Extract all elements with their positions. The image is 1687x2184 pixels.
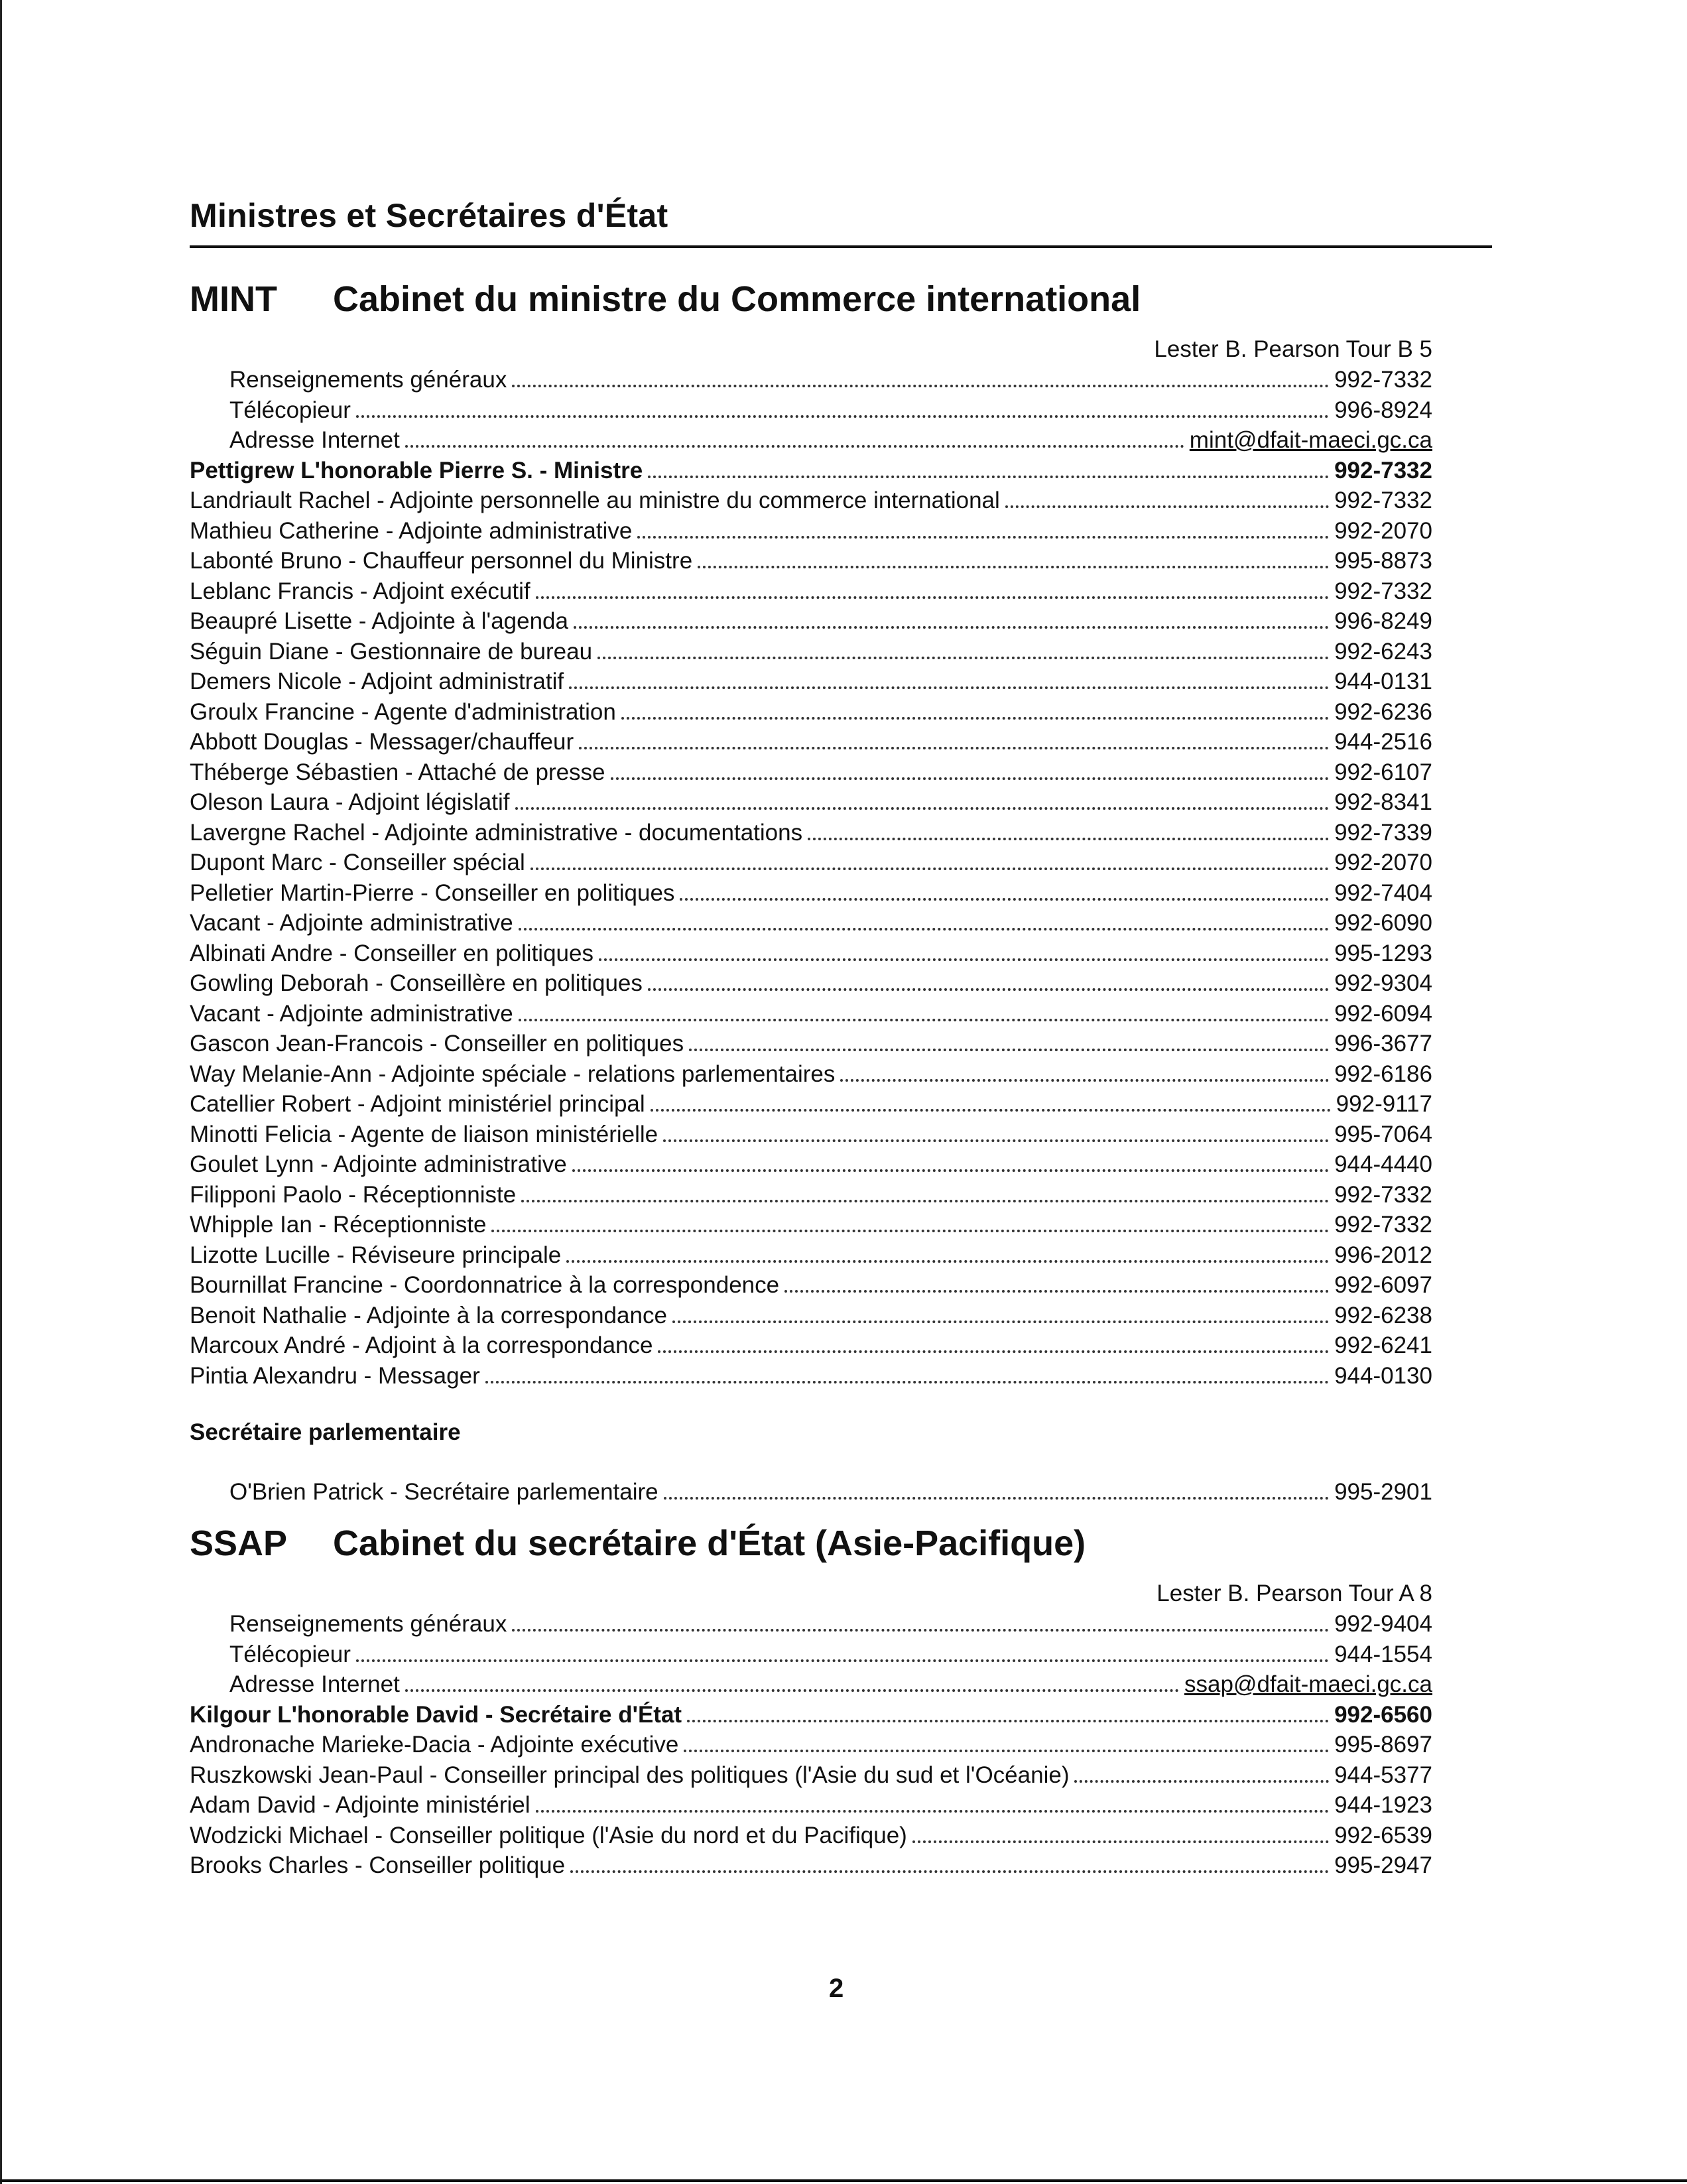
entry-phone: 992-6243 bbox=[1334, 638, 1432, 665]
dot-leader bbox=[698, 547, 1329, 568]
entry-name: Albinati Andre - Conseiller en politiques bbox=[190, 940, 594, 966]
directory-row bbox=[190, 1850, 1432, 1881]
directory-row bbox=[190, 1361, 1432, 1391]
entry-phone: 992-6094 bbox=[1334, 1000, 1432, 1027]
directory-row bbox=[190, 1149, 1432, 1180]
entry-name: Gowling Deborah - Conseillère en politiques bbox=[190, 970, 643, 996]
dot-leader bbox=[651, 1090, 1331, 1112]
ssap-directory-list bbox=[190, 1700, 1432, 1881]
entry-name: Lavergne Rachel - Adjointe administrative - documentations bbox=[190, 819, 803, 846]
entry-phone: 992-6107 bbox=[1334, 759, 1432, 785]
directory-row bbox=[190, 1790, 1432, 1821]
general-info-label: Renseignements généraux bbox=[229, 367, 507, 393]
dot-leader bbox=[599, 940, 1329, 961]
dot-leader bbox=[572, 1151, 1329, 1172]
section-header bbox=[190, 1523, 1432, 1578]
entry-name: Beaupré Lisette - Adjointe à l'agenda bbox=[190, 608, 568, 634]
entry-name: Kilgour L'honorable David - Secrétaire d'État bbox=[190, 1701, 682, 1728]
directory-row bbox=[190, 1760, 1432, 1791]
entry-name: Vacant - Adjointe administrative bbox=[190, 910, 513, 936]
entry-phone: 992-6241 bbox=[1334, 1332, 1432, 1358]
directory-row bbox=[190, 1730, 1432, 1760]
directory-row bbox=[190, 485, 1432, 516]
directory-row bbox=[190, 968, 1432, 999]
entry-phone: 992-7339 bbox=[1334, 819, 1432, 846]
entry-phone: 944-4440 bbox=[1334, 1151, 1432, 1177]
dot-leader bbox=[684, 1731, 1329, 1752]
dot-leader bbox=[687, 1701, 1329, 1722]
entry-name: Groulx Francine - Agente d'administration bbox=[190, 698, 616, 725]
principal-row bbox=[190, 456, 1432, 486]
directory-row bbox=[190, 999, 1432, 1029]
entry-phone: 992-6097 bbox=[1334, 1272, 1432, 1298]
email-row bbox=[190, 1669, 1432, 1700]
dot-leader bbox=[485, 1362, 1329, 1383]
directory-row bbox=[190, 697, 1432, 728]
dot-leader bbox=[521, 1181, 1329, 1202]
dot-leader bbox=[536, 578, 1329, 599]
section-location: Lester B. Pearson Tour B 5 bbox=[1154, 336, 1432, 362]
entry-phone: 992-9117 bbox=[1336, 1091, 1432, 1117]
dot-leader bbox=[574, 608, 1329, 629]
entry-phone: 992-6236 bbox=[1334, 698, 1432, 725]
entry-phone: 995-2901 bbox=[1334, 1479, 1432, 1505]
general-info-row bbox=[190, 365, 1432, 395]
entry-phone: 944-2516 bbox=[1334, 729, 1432, 755]
entry-phone: 995-8873 bbox=[1334, 548, 1432, 574]
entry-phone: 992-9304 bbox=[1334, 970, 1432, 996]
dot-leader bbox=[569, 668, 1329, 689]
dot-leader bbox=[356, 397, 1329, 418]
fax-number: 996-8924 bbox=[1334, 397, 1432, 423]
entry-name: Wodzicki Michael - Conseiller politique (l'Asie du nord et du Pacifique) bbox=[190, 1822, 907, 1848]
dot-leader bbox=[519, 1000, 1329, 1021]
directory-row bbox=[190, 938, 1432, 969]
entry-phone: 995-8697 bbox=[1334, 1732, 1432, 1758]
general-info-row bbox=[190, 1609, 1432, 1639]
entry-phone: 992-2070 bbox=[1334, 850, 1432, 875]
section-location: Lester B. Pearson Tour A 8 bbox=[1156, 1580, 1432, 1606]
directory-row bbox=[190, 1210, 1432, 1240]
entry-phone: 992-7332 bbox=[1334, 1212, 1432, 1238]
entry-name: Lizotte Lucille - Réviseure principale bbox=[190, 1242, 562, 1268]
entry-phone: 996-8249 bbox=[1334, 608, 1432, 634]
directory-row bbox=[190, 1821, 1432, 1851]
directory-row bbox=[190, 606, 1432, 637]
dot-leader bbox=[566, 1242, 1329, 1263]
dot-leader bbox=[570, 1852, 1329, 1873]
entry-phone: 992-8341 bbox=[1334, 789, 1432, 815]
entry-phone: 992-6186 bbox=[1334, 1060, 1432, 1087]
entry-phone: 996-3677 bbox=[1334, 1031, 1432, 1057]
entry-name: Whipple Ian - Réceptionniste bbox=[190, 1212, 487, 1238]
entry-phone: 996-2012 bbox=[1334, 1242, 1432, 1268]
directory-row bbox=[190, 637, 1432, 667]
section-title: Cabinet du ministre du Commerce international bbox=[333, 279, 1141, 319]
entry-phone: 995-2947 bbox=[1334, 1852, 1432, 1878]
section-title: Cabinet du secrétaire d'État (Asie-Pacifique) bbox=[333, 1523, 1086, 1563]
entry-name: Andronache Marieke-Dacia - Adjointe exécutive bbox=[190, 1732, 679, 1758]
entry-phone: 992-7332 bbox=[1334, 578, 1432, 604]
entry-name: Pettigrew L'honorable Pierre S. - Ministre bbox=[190, 457, 643, 483]
dot-leader bbox=[912, 1822, 1329, 1843]
email-row bbox=[190, 425, 1432, 456]
entry-name: Benoit Nathalie - Adjointe à la correspondance bbox=[190, 1302, 667, 1328]
entry-name: Marcoux André - Adjoint à la correspondance bbox=[190, 1332, 653, 1358]
subsection-title: Secrétaire parlementaire bbox=[190, 1419, 461, 1445]
entry-name: Labonté Bruno - Chauffeur personnel du Ministre bbox=[190, 548, 693, 574]
dot-leader bbox=[648, 457, 1329, 478]
directory-row bbox=[190, 1059, 1432, 1090]
directory-row bbox=[190, 1301, 1432, 1331]
directory-row bbox=[190, 1120, 1432, 1150]
entry-phone: 992-6539 bbox=[1334, 1822, 1432, 1848]
dot-leader bbox=[405, 1671, 1179, 1692]
dot-leader bbox=[689, 1030, 1329, 1051]
dot-leader bbox=[784, 1271, 1329, 1293]
entry-phone: 944-5377 bbox=[1334, 1762, 1432, 1788]
dot-leader bbox=[519, 909, 1329, 931]
dot-leader bbox=[356, 1641, 1329, 1662]
entry-name: Théberge Sébastien - Attaché de presse bbox=[190, 759, 605, 785]
entry-phone: 992-6090 bbox=[1334, 910, 1432, 936]
dot-leader bbox=[637, 517, 1329, 539]
dot-leader bbox=[621, 698, 1329, 720]
bottom-rule bbox=[0, 2179, 1687, 2182]
dot-leader bbox=[648, 970, 1329, 991]
directory-row bbox=[190, 576, 1432, 607]
directory-row bbox=[190, 878, 1432, 909]
dot-leader bbox=[664, 1478, 1329, 1500]
fax-number: 944-1554 bbox=[1334, 1641, 1432, 1667]
dot-leader bbox=[680, 879, 1329, 901]
directory-row bbox=[190, 667, 1432, 697]
entry-name: Adam David - Adjointe ministériel bbox=[190, 1792, 531, 1818]
directory-row bbox=[190, 757, 1432, 788]
entry-phone: 992-7332 bbox=[1334, 1181, 1432, 1208]
mint-directory-list bbox=[190, 456, 1432, 1391]
page-number: 2 bbox=[829, 1974, 844, 2003]
entry-phone: 992-7332 bbox=[1334, 487, 1432, 513]
directory-row bbox=[190, 1089, 1432, 1120]
entry-phone: 944-1923 bbox=[1334, 1792, 1432, 1818]
entry-name: Way Melanie-Ann - Adjointe spéciale - relations parlementaires bbox=[190, 1060, 836, 1087]
page-title: Ministres et Secrétaires d'État bbox=[190, 197, 668, 234]
entry-name: Bournillat Francine - Coordonnatrice à la correspondence bbox=[190, 1272, 780, 1298]
entry-name: O'Brien Patrick - Secrétaire parlementaire bbox=[229, 1479, 658, 1505]
directory-row bbox=[190, 546, 1432, 576]
dot-leader bbox=[597, 638, 1329, 659]
mint-section bbox=[190, 279, 1432, 1508]
entry-name: Pintia Alexandru - Messager bbox=[190, 1362, 480, 1389]
section-code: MINT bbox=[190, 279, 277, 319]
directory-row bbox=[190, 727, 1432, 757]
directory-row bbox=[190, 1240, 1432, 1271]
dot-leader bbox=[658, 1332, 1329, 1353]
entry-phone: 992-7404 bbox=[1334, 879, 1432, 906]
general-info-label: Renseignements généraux bbox=[229, 1611, 507, 1637]
dot-leader bbox=[515, 789, 1330, 810]
directory-row bbox=[190, 516, 1432, 546]
entry-name: Gascon Jean-Francois - Conseiller en politiques bbox=[190, 1031, 684, 1057]
dot-leader bbox=[672, 1302, 1329, 1323]
entry-name: Dupont Marc - Conseiller spécial bbox=[190, 850, 525, 875]
directory-row bbox=[190, 1180, 1432, 1210]
entry-name: Vacant - Adjointe administrative bbox=[190, 1000, 513, 1027]
entry-name: Landriault Rachel - Adjointe personnelle au ministre du commerce international bbox=[190, 487, 1000, 513]
dot-leader bbox=[808, 819, 1329, 840]
dot-leader bbox=[663, 1121, 1329, 1142]
entry-phone: 992-7332 bbox=[1334, 457, 1432, 483]
entry-phone: 992-6238 bbox=[1334, 1302, 1432, 1328]
dot-leader bbox=[840, 1060, 1329, 1082]
scan-left-edge bbox=[0, 0, 2, 2184]
directory-row bbox=[190, 787, 1432, 818]
email-link[interactable]: mint@dfait-maeci.gc.ca bbox=[1189, 427, 1432, 453]
ssap-section bbox=[190, 1523, 1432, 1881]
dot-leader bbox=[1005, 487, 1329, 508]
entry-name: Brooks Charles - Conseiller politique bbox=[190, 1852, 566, 1878]
general-info-phone: 992-9404 bbox=[1334, 1611, 1432, 1637]
dot-leader bbox=[531, 849, 1329, 870]
entry-name: Séguin Diane - Gestionnaire de bureau bbox=[190, 638, 593, 665]
directory-row bbox=[190, 1029, 1432, 1059]
entry-name: Catellier Robert - Adjoint ministériel principal bbox=[190, 1091, 645, 1117]
entry-name: Leblanc Francis - Adjoint exécutif bbox=[190, 578, 531, 604]
directory-row bbox=[190, 1330, 1432, 1361]
entry-name: Demers Nicole - Adjoint administratif bbox=[190, 669, 564, 694]
entry-phone: 995-1293 bbox=[1334, 940, 1432, 966]
email-label: Adresse Internet bbox=[229, 1671, 400, 1697]
entry-phone: 944-0130 bbox=[1334, 1362, 1432, 1389]
dot-leader bbox=[579, 728, 1329, 749]
fax-row bbox=[190, 395, 1432, 426]
general-info-phone: 992-7332 bbox=[1334, 367, 1432, 393]
section-code: SSAP bbox=[190, 1523, 288, 1563]
dot-leader bbox=[512, 1610, 1329, 1632]
entry-name: Ruszkowski Jean-Paul - Conseiller principal des politiques (l'Asie du sud et l'Océanie) bbox=[190, 1762, 1070, 1788]
directory-row bbox=[190, 908, 1432, 938]
directory-row bbox=[190, 848, 1432, 878]
directory-row bbox=[190, 1477, 1432, 1508]
dot-leader bbox=[405, 426, 1184, 448]
section-header bbox=[190, 279, 1432, 334]
entry-phone: 992-6560 bbox=[1334, 1701, 1432, 1728]
directory-row bbox=[190, 1270, 1432, 1301]
entry-name: Filipponi Paolo - Réceptionniste bbox=[190, 1181, 517, 1208]
principal-row bbox=[190, 1700, 1432, 1730]
entry-name: Mathieu Catherine - Adjointe administrative bbox=[190, 517, 633, 544]
email-label: Adresse Internet bbox=[229, 427, 400, 453]
fax-label: Télécopieur bbox=[229, 397, 351, 423]
entry-phone: 944-0131 bbox=[1334, 669, 1432, 694]
entry-phone: 992-2070 bbox=[1334, 517, 1432, 544]
email-link[interactable]: ssap@dfait-maeci.gc.ca bbox=[1184, 1671, 1432, 1697]
entry-phone: 995-7064 bbox=[1334, 1121, 1432, 1147]
dot-leader bbox=[512, 366, 1329, 387]
entry-name: Pelletier Martin-Pierre - Conseiller en politiques bbox=[190, 879, 675, 906]
entry-name: Oleson Laura - Adjoint législatif bbox=[190, 789, 510, 815]
dot-leader bbox=[1074, 1762, 1329, 1783]
fax-label: Télécopieur bbox=[229, 1641, 351, 1667]
title-rule bbox=[190, 245, 1492, 248]
directory-row bbox=[190, 818, 1432, 848]
dot-leader bbox=[536, 1791, 1330, 1813]
entry-name: Minotti Felicia - Agente de liaison ministérielle bbox=[190, 1121, 658, 1147]
dot-leader bbox=[611, 759, 1330, 780]
entry-name: Abbott Douglas - Messager/chauffeur bbox=[190, 729, 574, 755]
fax-row bbox=[190, 1639, 1432, 1670]
dot-leader bbox=[491, 1211, 1329, 1232]
entry-name: Goulet Lynn - Adjointe administrative bbox=[190, 1151, 567, 1177]
